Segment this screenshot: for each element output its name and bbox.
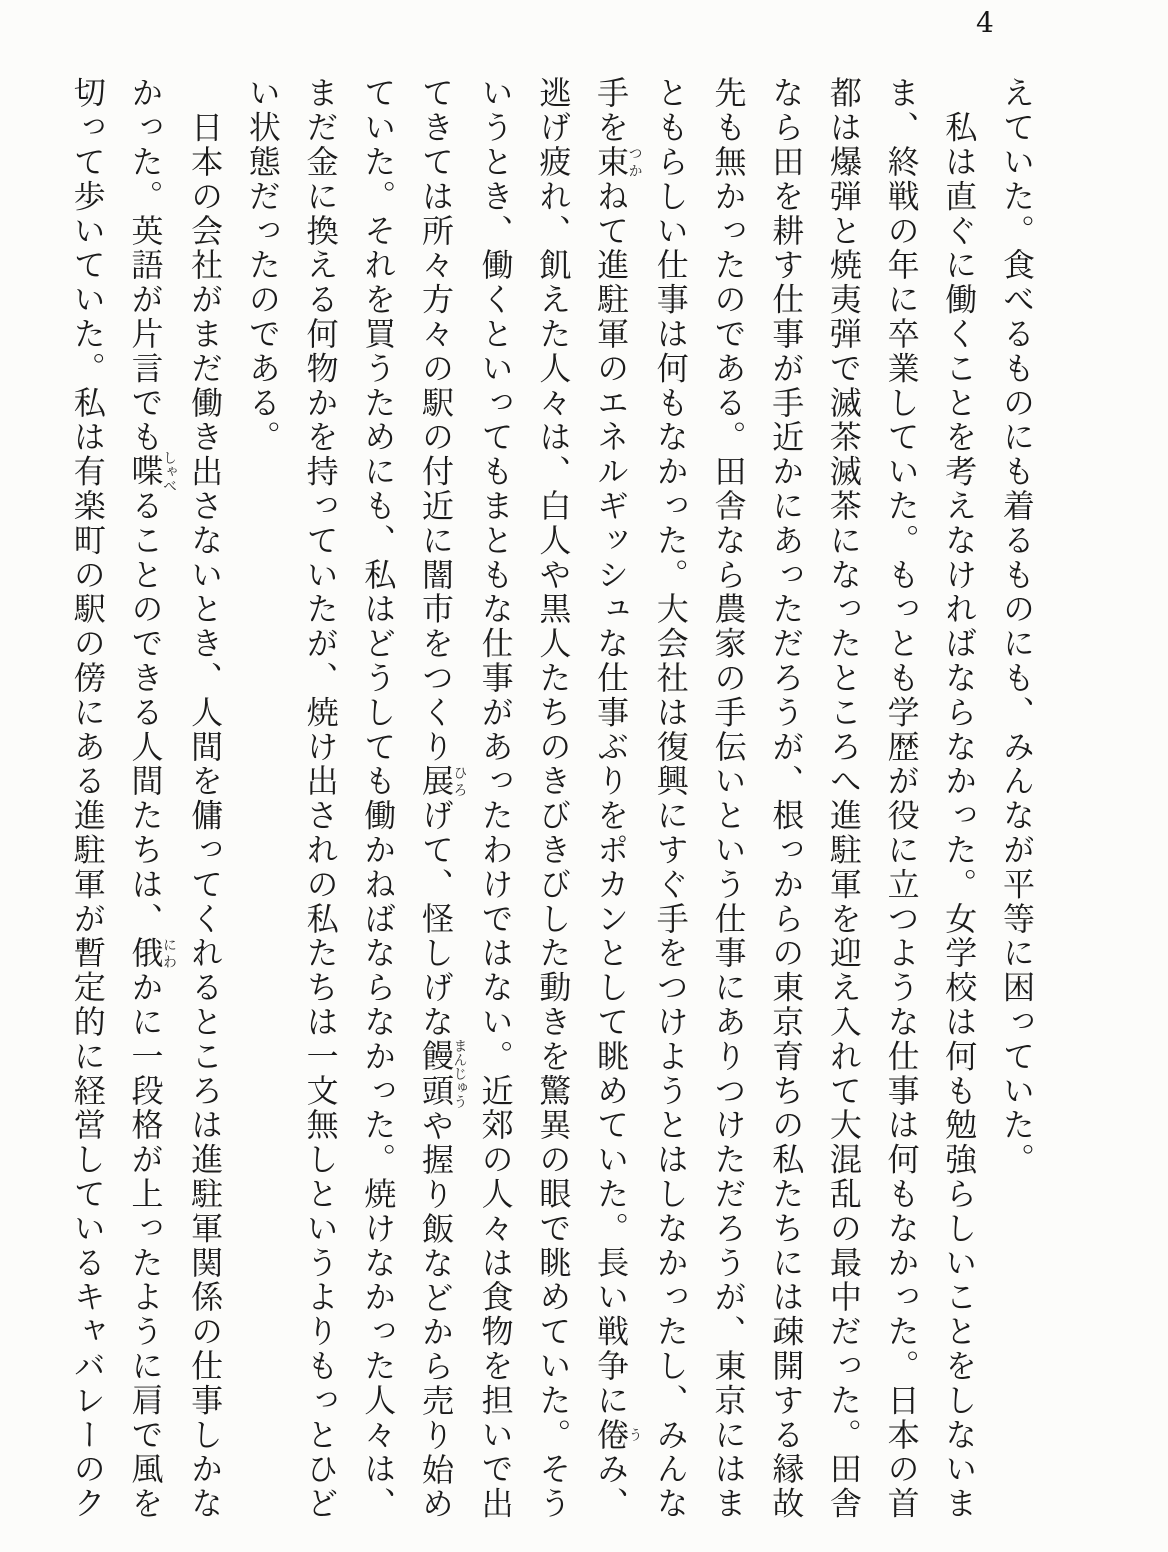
text-column-12: ていた。それを買うためにも、私はどうしても働かねばならなかった。焼けなかった人々は、 xyxy=(360,76,397,1521)
text-column-4: 都は爆弾と焼夷弾で滅茶滅茶になったところへ進駐軍を迎え入れて大混乱の最中だった。田舎 xyxy=(825,76,862,1521)
page-number: 4 xyxy=(976,6,994,39)
text-column-1: えていた。食べるものにも着るものにも、みんなが平等に困っていた。 xyxy=(999,76,1035,1177)
text-column-14: い状態だったのである。 xyxy=(244,76,281,455)
text-columns xyxy=(58,76,1045,1526)
text-column-11: てきては所々方々の駅の付近に闇市をつくり展ひろげて、怪しげな饅頭まんじゅうや握り飯などから売り始め xyxy=(417,76,467,1522)
furigana-annotation: 俄にわ xyxy=(127,936,176,971)
text-column-13: まだ金に換える何物かを持っていたが、焼け出されの私たちは一文無しというよりもっとひど xyxy=(302,76,339,1521)
text-column-5: なら田を耕す仕事が手近かにあっただろうが、根っからの東京育ちの私たちには疎開する縁故 xyxy=(768,76,805,1521)
text-column-2: 私は直ぐに働くことを考えなければならなかった。女学校は何も勉強らしいことをしないま xyxy=(941,76,978,1521)
furigana-annotation: 倦う xyxy=(593,1417,642,1453)
text-column-6: 先も無かったのである。田舎なら農家の手伝いという仕事にありつけただろうが、東京にはま xyxy=(710,76,747,1521)
furigana-annotation: 喋しゃべ xyxy=(127,450,176,493)
text-column-3: ま、終戦の年に卒業していた。もっとも学歴が役に立つような仕事は何もなかった。日本の首 xyxy=(883,76,920,1521)
text-column-10: いうとき、働くといってもまともな仕事があったわけではない。近郊の人々は食物を担いで出 xyxy=(477,76,514,1521)
text-column-17: 切って歩いていた。私は有楽町の駅の傍にある進駐軍が暫定的に経営しているキャバレーのク xyxy=(69,76,106,1521)
furigana-annotation: 饅頭まんじゅう xyxy=(417,1038,467,1109)
text-column-8: 手を束つかねて進駐軍のエネルギッシュな仕事ぶりをポカンとして眺めていた。長い戦争に倦うみ、 xyxy=(593,76,642,1521)
text-column-15: 日本の会社がまだ働き出さないとき、人間を傭ってくれるところは進駐軍関係の仕事しかな xyxy=(187,76,224,1521)
text-column-7: ともらしい仕事は何もなかった。大会社は復興にすぐ手をつけようとはしなかったし、みんな xyxy=(652,76,689,1521)
text-column-16: かった。英語が片言でも喋しゃべることのできる人間たちは、俄にわかに一段格が上ったように肩で風を xyxy=(127,76,176,1521)
text-column-9: 逃げ疲れ、飢えた人々は、白人や黒人たちのきびきびした動きを驚異の眼で眺めていた。そう xyxy=(535,76,572,1521)
furigana-annotation: 展ひろ xyxy=(417,764,467,799)
furigana-annotation: 束つか xyxy=(593,144,642,180)
